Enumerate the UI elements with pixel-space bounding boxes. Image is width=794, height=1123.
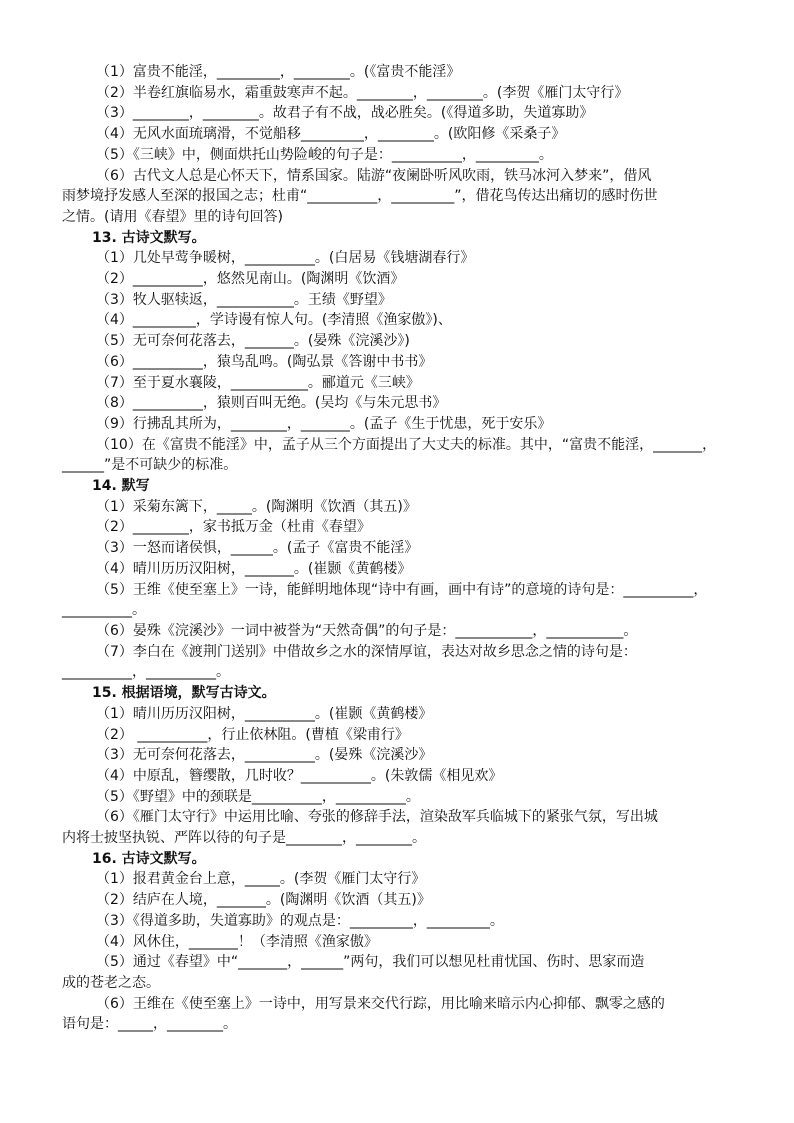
text-line: （4）晴川历历汉阳树，_______。(崔颢《黄鹤楼》 <box>96 560 412 577</box>
text-line: （4）无风水面琉璃滑，不觉船移_________，________。(欧阳修《采桑子》 <box>96 126 566 143</box>
text-line: （10）在《富贵不能淫》中，孟子从三个方面提出了大丈夫的标准。其中，“富贵不能淫，_______， <box>96 436 717 453</box>
text-line: （1）几处早莺争暖树，__________。(白居易《钱塘湖春行》 <box>96 250 475 267</box>
section-heading: 16. 古诗文默写。 <box>92 850 206 867</box>
text-line: （1）报君黄金台上意，_____。(李贺《雁门太守行》 <box>96 871 426 888</box>
text-line: （8）__________，猿则百叫无绝。(吴均《与朱元思书》 <box>96 395 447 412</box>
text-line: （2）________，家书抵万金（杜甫《春望》 <box>96 519 371 536</box>
text-line: （3）一怒而诸侯惧，______。(孟子《富贵不能淫》 <box>96 540 419 557</box>
section-heading: 15. 根据语境，默写古诗文。 <box>92 685 276 702</box>
text-line: （7）至于夏水襄陵，___________。郦道元《三峡》 <box>96 374 420 391</box>
text-line: （6）王维在《使至塞上》一诗中，用写景来交代行踪，用比喻来暗示内心抑郁、飘零之感的 <box>96 995 665 1012</box>
text-line: 雨梦境抒发感人至深的报国之志；杜甫“__________，_________”，借花鸟传达出痛切的感时伤世 <box>62 188 658 205</box>
text-line: （3）________，________。故君子有不战，战必胜矣。(《得道多助，失道寡助》 <box>96 105 594 122</box>
text-line: （1）采菊东篱下，_____。(陶渊明《饮酒（其五)》 <box>96 498 417 515</box>
text-line: （4）_________，学诗谩有惊人句。(李清照《渔家傲》)、 <box>96 312 452 329</box>
text-line: __________，__________。 <box>62 664 230 681</box>
section-heading: 14. 默写 <box>92 478 150 495</box>
text-line: （5）《三峡》中，侧面烘托山势险峻的句子是：__________，_________。 <box>96 146 553 163</box>
text-line: __________。 <box>62 602 146 619</box>
text-line: ______”是不可缺少的标准。 <box>62 457 238 474</box>
text-line: （5）王维《使至塞上》一诗，能鲜明地体现“诗中有画，画中有诗”的意境的诗句是：__________， <box>96 581 708 598</box>
text-line: （7）李白在《渡荆门送别》中借故乡之水的深情厚谊，表达对故乡思念之情的诗句是： <box>96 643 637 660</box>
text-line: （6）__________，猿鸟乱鸣。(陶弘景《答谢中书书》 <box>96 353 433 370</box>
text-line: （4）风休住，_______！（李清照《渔家傲》 <box>96 933 378 950</box>
text-line: （2）结庐在人境，_______。(陶渊明《饮酒（其五)》 <box>96 892 431 909</box>
text-line: （2）半卷红旗临易水，霜重鼓寒声不起。________，________。(李贺《雁门太守行》 <box>96 84 629 101</box>
text-line: 语句是：_____，________。 <box>62 1016 237 1033</box>
text-line: （5）无可奈何花落去，_______。(晏殊《浣溪沙》) <box>96 333 410 350</box>
text-line: 成的苍老之态。 <box>62 974 160 991</box>
text-line: （6）《雁门太守行》中运用比喻、夸张的修辞手法，渲染敌军兵临城下的紧张气氛，写出城 <box>96 809 658 826</box>
section-heading: 13. 古诗文默写。 <box>92 229 206 246</box>
text-line: （5）《野望》中的颈联是__________，__________。 <box>96 788 420 805</box>
text-line: 内将士披坚执锐、严阵以待的句子是________，________。 <box>62 830 426 847</box>
text-line: （5）通过《春望》中“_______，______”两句，我们可以想见杜甫忧国、伤时、思家而造 <box>96 954 645 971</box>
text-line: （2）__________，悠然见南山。(陶渊明《饮酒》 <box>96 271 405 288</box>
worksheet-content <box>62 62 738 1035</box>
text-line: （3）《得道多助，失道寡助》的观点是：_________，_________。 <box>96 912 504 929</box>
text-line: （1）晴川历历汉阳树，__________。(崔颢《黄鹤楼》 <box>96 705 433 722</box>
text-line: （3）无可奈何花落去，__________。(晏殊《浣溪沙》 <box>96 747 433 764</box>
text-line: （3）牧人驱犊返，___________。王绩《野望》 <box>96 291 392 308</box>
text-line: 之情。(请用《春望》里的诗句回答) <box>62 208 283 225</box>
text-line: （6）晏殊《浣溪沙》一词中被誉为“天然奇偶”的句子是：___________，___________。 <box>96 622 638 639</box>
text-line: （4）中原乱，簪缨散，几时收？__________。(朱敦儒《相见欢》 <box>96 767 503 784</box>
text-line: （2） __________，行止依林阻。(曹植《梁甫行》 <box>96 726 409 743</box>
text-line: （9）行拂乱其所为，________，_______。(孟子《生于忧患，死于安乐》 <box>96 415 552 432</box>
text-line: （6）古代文人总是心怀天下，情系国家。陆游“夜阑卧听风吹雨，铁马冰河入梦来”，借风 <box>96 167 652 184</box>
text-line: （1）富贵不能淫，_________，________。(《富贵不能淫》 <box>96 64 461 80</box>
